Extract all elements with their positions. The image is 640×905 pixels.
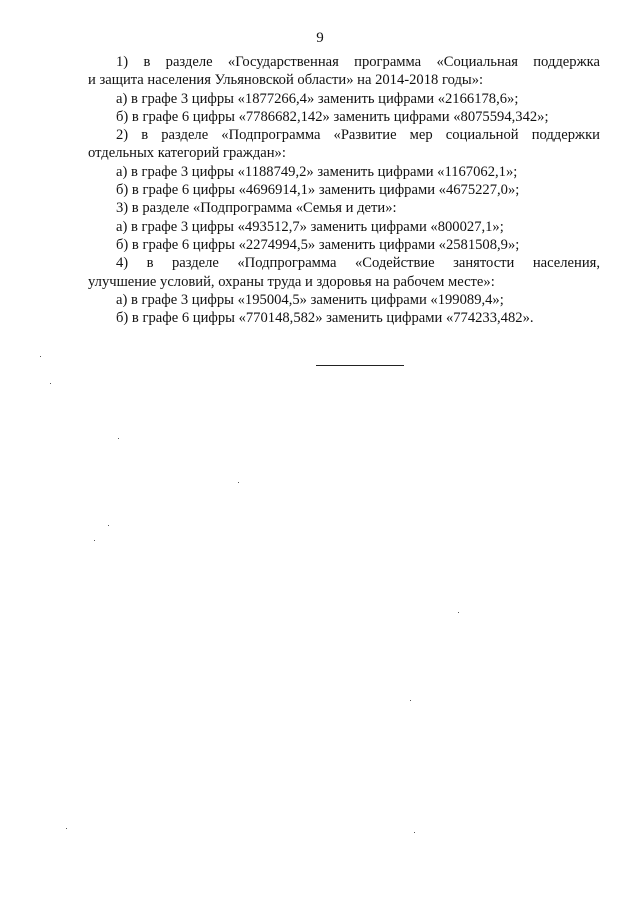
sub-item: а) в графе 3 цифры «1877266,4» заменить цифрами «2166178,6»; <box>116 90 519 107</box>
head-item-4 <box>88 254 600 291</box>
scan-speck <box>94 540 95 541</box>
head-item-2 <box>88 126 600 163</box>
sub-item: а) в графе 3 цифры «195004,5» заменить цифрами «199089,4»; <box>116 291 504 308</box>
scan-speck <box>238 482 239 483</box>
separator-line <box>316 365 404 366</box>
document-body <box>88 53 600 327</box>
sub-item: б) в графе 6 цифры «770148,582» заменить цифрами «774233,482». <box>116 310 534 327</box>
sub-item: б) в графе 6 цифры «2274994,5» заменить цифрами «2581508,9»; <box>116 236 520 253</box>
scan-speck <box>414 832 415 833</box>
sub-item: а) в графе 3 цифры «1188749,2» заменить цифрами «1167062,1»; <box>116 163 518 180</box>
sub-item-heading: 3) в разделе «Подпрограмма «Семья и дети»: <box>116 200 397 217</box>
sub-item: а) в графе 3 цифры «493512,7» заменить цифрами «800027,1»; <box>116 218 504 235</box>
sub-item: б) в графе 6 цифры «7786682,142» заменить цифрами «8075594,342»; <box>116 108 549 125</box>
scan-speck <box>458 612 459 613</box>
scan-speck <box>50 383 51 384</box>
page-number: 9 <box>316 30 324 46</box>
scan-speck <box>410 700 411 701</box>
sub-item: б) в графе 6 цифры «4696914,1» заменить цифрами «4675227,0»; <box>116 182 520 199</box>
item-first-line: 1) в разделе «Государственная программа «Социальная поддержка <box>116 54 600 70</box>
scan-speck <box>118 438 119 439</box>
scan-speck <box>40 356 41 357</box>
head-item-1 <box>88 53 600 90</box>
scan-speck <box>108 525 109 526</box>
scan-speck <box>66 828 67 829</box>
item-continuation: улучшение условий, охраны труда и здоровья на рабочем месте»: <box>88 273 495 290</box>
item-continuation: отдельных категорий граждан»: <box>88 145 286 162</box>
item-first-line: 4) в разделе «Подпрограмма «Содействие занятости населения, <box>116 255 600 272</box>
item-first-line: 2) в разделе «Подпрограмма «Развитие мер социальной поддержки <box>116 127 600 144</box>
item-continuation: и защита населения Ульяновской области» на 2014-2018 годы»: <box>88 72 484 89</box>
